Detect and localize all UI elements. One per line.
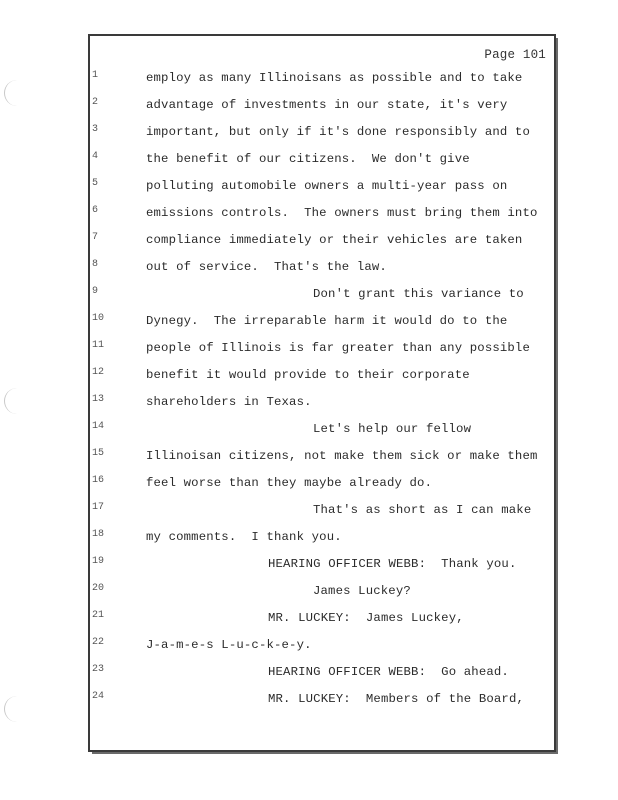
line-text: James Luckey? [313,584,411,598]
line-text: advantage of investments in our state, it's very [146,98,508,112]
line-number: 11 [92,340,105,351]
transcript-line [0,556,618,583]
line-text: feel worse than they maybe already do. [146,476,433,490]
line-text: Let's help our fellow [313,422,472,436]
line-number: 16 [92,475,105,486]
line-number: 8 [92,259,99,270]
line-text: HEARING OFFICER WEBB: Go ahead. [268,665,509,679]
line-text: emissions controls. The owners must bring them into [146,206,538,220]
line-number: 12 [92,367,105,378]
transcript-line [0,637,618,664]
line-number: 1 [92,70,99,81]
line-text: Dynegy. The irreparable harm it would do to the [146,314,508,328]
line-number: 7 [92,232,99,243]
transcript-line [0,691,618,718]
transcript-line [0,421,618,448]
line-text: the benefit of our citizens. We don't give [146,152,470,166]
line-text: benefit it would provide to their corporate [146,368,470,382]
line-number: 6 [92,205,99,216]
line-number: 20 [92,583,105,594]
line-text: out of service. That's the law. [146,260,387,274]
transcript-line [0,97,618,124]
line-number: 13 [92,394,105,405]
transcript-line [0,259,618,286]
transcript-line [0,448,618,475]
transcript-line [0,313,618,340]
line-text: polluting automobile owners a multi-year pass on [146,179,508,193]
line-text: people of Illinois is far greater than any possible [146,341,530,355]
transcript-line [0,151,618,178]
transcript-line [0,340,618,367]
line-number: 3 [92,124,99,135]
line-number: 9 [92,286,99,297]
line-number: 21 [92,610,105,621]
line-text: shareholders in Texas. [146,395,312,409]
transcript-line [0,178,618,205]
line-text: That's as short as I can make [313,503,532,517]
line-number: 17 [92,502,105,513]
line-text: Illinoisan citizens, not make them sick or make them [146,449,538,463]
transcript-line [0,232,618,259]
line-number: 23 [92,664,105,675]
line-number: 24 [92,691,105,702]
transcript-line [0,583,618,610]
transcript-line [0,475,618,502]
line-number: 5 [92,178,99,189]
line-number: 4 [92,151,99,162]
line-number: 18 [92,529,105,540]
line-text: important, but only if it's done responsibly and to [146,125,530,139]
line-text: employ as many Illinoisans as possible and to take [146,71,523,85]
line-text: MR. LUCKEY: Members of the Board, [268,692,524,706]
transcript-line [0,610,618,637]
line-text: my comments. I thank you. [146,530,342,544]
page-number: Page 101 [484,48,546,62]
transcript-line [0,502,618,529]
line-number: 19 [92,556,105,567]
transcript-line [0,529,618,556]
line-number: 10 [92,313,105,324]
line-text: compliance immediately or their vehicles are taken [146,233,523,247]
line-text: Don't grant this variance to [313,287,524,301]
transcript-line [0,70,618,97]
transcript-line [0,664,618,691]
line-number: 14 [92,421,105,432]
transcript-line [0,394,618,421]
transcript-line [0,367,618,394]
transcript-line [0,205,618,232]
line-number: 15 [92,448,105,459]
line-number: 2 [92,97,99,108]
line-text: MR. LUCKEY: James Luckey, [268,611,464,625]
page-frame-shadow [92,752,558,754]
transcript-line [0,124,618,151]
line-number: 22 [92,637,105,648]
line-text: HEARING OFFICER WEBB: Thank you. [268,557,517,571]
transcript-line [0,286,618,313]
line-text: J-a-m-e-s L-u-c-k-e-y. [146,638,312,652]
